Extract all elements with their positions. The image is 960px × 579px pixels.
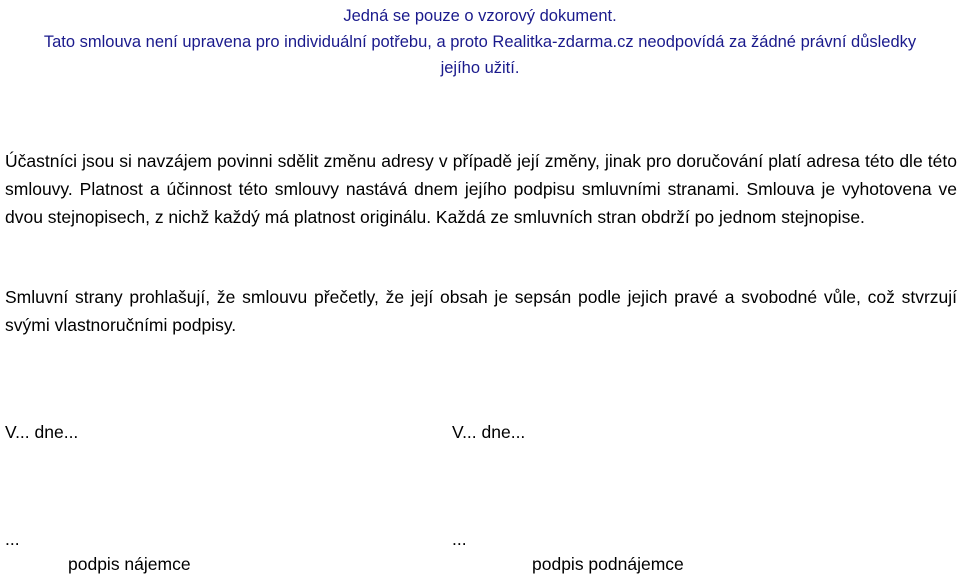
paragraph-declaration: Smluvní strany prohlašují, že smlouvu přečetly, že její obsah je sepsán podle jejich pravé a svobodné vůle, což stvrzují svými vlastnoručními podpisy. xyxy=(5,287,957,335)
signature-label-tenant: podpis nájemce xyxy=(68,554,191,574)
place-date-left: V... dne... xyxy=(5,422,79,442)
disclaimer-line-2: Tato smlouva není upravena pro individuální potřebu, a proto Realitka-zdarma.cz neodpovídá za žádné právní důsledky xyxy=(43,33,917,51)
signature-line-left: ... xyxy=(5,529,20,549)
signature-label-subtenant: podpis podnájemce xyxy=(532,554,684,574)
disclaimer-line-3: jejího užití. xyxy=(440,59,520,77)
disclaimer-notice xyxy=(0,3,960,81)
signature-line-right: ... xyxy=(452,529,467,549)
place-date-right: V... dne... xyxy=(452,422,526,442)
disclaimer-line-1: Jedná se pouze o vzorový dokument. xyxy=(343,7,617,25)
paragraph-address-validity: Účastníci jsou si navzájem povinni sdělit změnu adresy v případě její změny, jinak pro doručování platí adresa této dle této smlouvy. Platnost a účinnost této smlouvy nastává dnem jejího podpisu smluvními stranami. Smlouva je vyhotovena ve dvou stejnopisech, z nichž každý má platnost originálu. Každá ze smluvních stran obdrží po jednom stejnopise. xyxy=(5,151,957,227)
